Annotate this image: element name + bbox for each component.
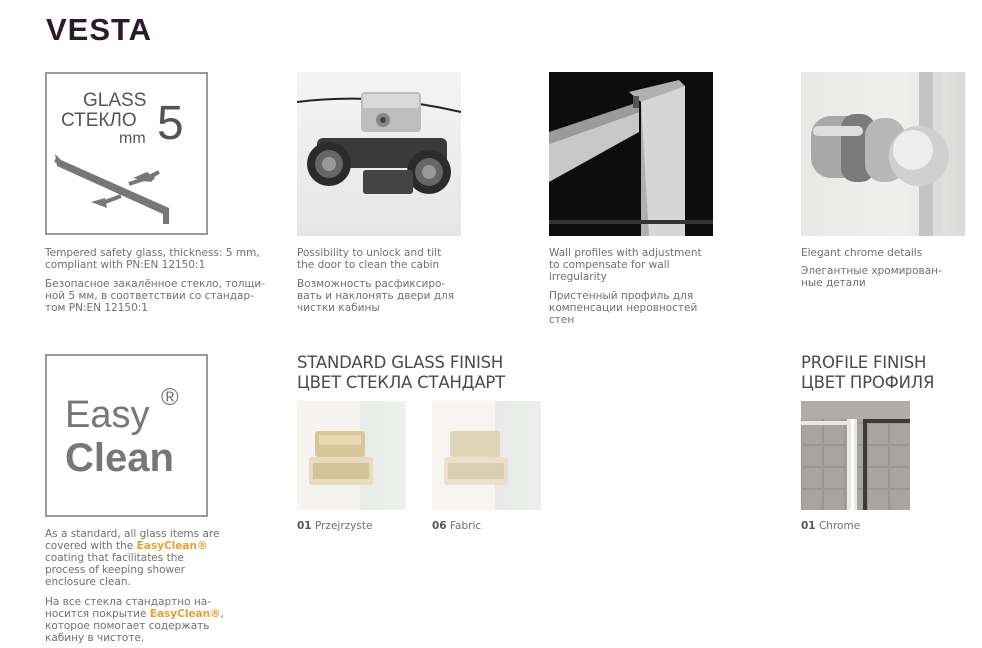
glass-swatch-fabric xyxy=(432,401,541,510)
easyclean-en-post: coating that facilitates the process of keeping shower enclosure clean. xyxy=(45,552,185,588)
page-title: VESTA xyxy=(46,12,153,47)
thickness-value: 5 xyxy=(157,97,184,150)
easyclean-logo xyxy=(45,354,208,517)
wall-profile-photo xyxy=(549,72,713,236)
swatch-label: 01 Chrome xyxy=(801,520,861,532)
easyclean-caption-ru xyxy=(45,596,224,644)
steklo-label: СТЕКЛО xyxy=(61,110,137,131)
feature-caption-en: Possibility to unlock and tilt the door to clean the cabin xyxy=(297,247,442,271)
feature-caption-en: Tempered safety glass, thickness: 5 mm, compliant with PN:EN 12150:1 xyxy=(45,247,260,271)
profile-swatch-chrome xyxy=(801,401,910,510)
feature-caption-ru: Элегантные хромирован- ные детали xyxy=(801,265,942,289)
glass-label: GLASS xyxy=(83,90,147,111)
feature-caption-ru: Безопасное закалённое стекло, толщи- ной 5 мм, в соответствии со стандар- том PN:EN 12150:1 xyxy=(45,278,266,314)
chrome-knob-photo xyxy=(801,72,965,236)
registered-mark: ® xyxy=(161,384,179,411)
swatch-label: 06 Fabric xyxy=(432,520,482,532)
swatch-label: 01 Przejrzyste xyxy=(297,520,373,532)
mm-label: mm xyxy=(119,130,146,147)
easyclean-brand-ru: EasyClean® xyxy=(149,608,221,620)
clean-text: Clean xyxy=(65,436,174,480)
roller-mechanism-photo xyxy=(297,72,461,236)
easy-text: Easy xyxy=(65,394,150,436)
glass-pane-icon xyxy=(47,74,206,233)
easyclean-caption-en xyxy=(45,528,219,588)
feature-caption-ru: Пристенный профиль для компенсации неровностей стен xyxy=(549,290,698,326)
glass-thickness-icon xyxy=(45,72,208,235)
profile-finish-heading: PROFILE FINISH ЦВЕТ ПРОФИЛЯ xyxy=(801,353,935,392)
glass-swatch-clear xyxy=(297,401,406,510)
feature-caption-en: Elegant chrome details xyxy=(801,247,923,259)
easyclean-ru-post: , которое помогает содержать кабину в чистоте. xyxy=(45,608,224,644)
feature-caption-ru: Возможность расфиксиро- вать и наклонять двери для чистки кабины xyxy=(297,278,455,314)
easyclean-brand: EasyClean® xyxy=(136,540,208,552)
easyclean-ru-pre: На все стекла стандартно на- носится покрытие xyxy=(45,596,211,620)
easyclean-en-pre: As a standard, all glass items are covered with the xyxy=(45,528,220,552)
glass-finish-heading: STANDARD GLASS FINISH ЦВЕТ СТЕКЛА СТАНДАРТ xyxy=(297,353,506,392)
feature-caption-en: Wall profiles with adjustment to compensate for wall irregularity xyxy=(549,247,702,283)
